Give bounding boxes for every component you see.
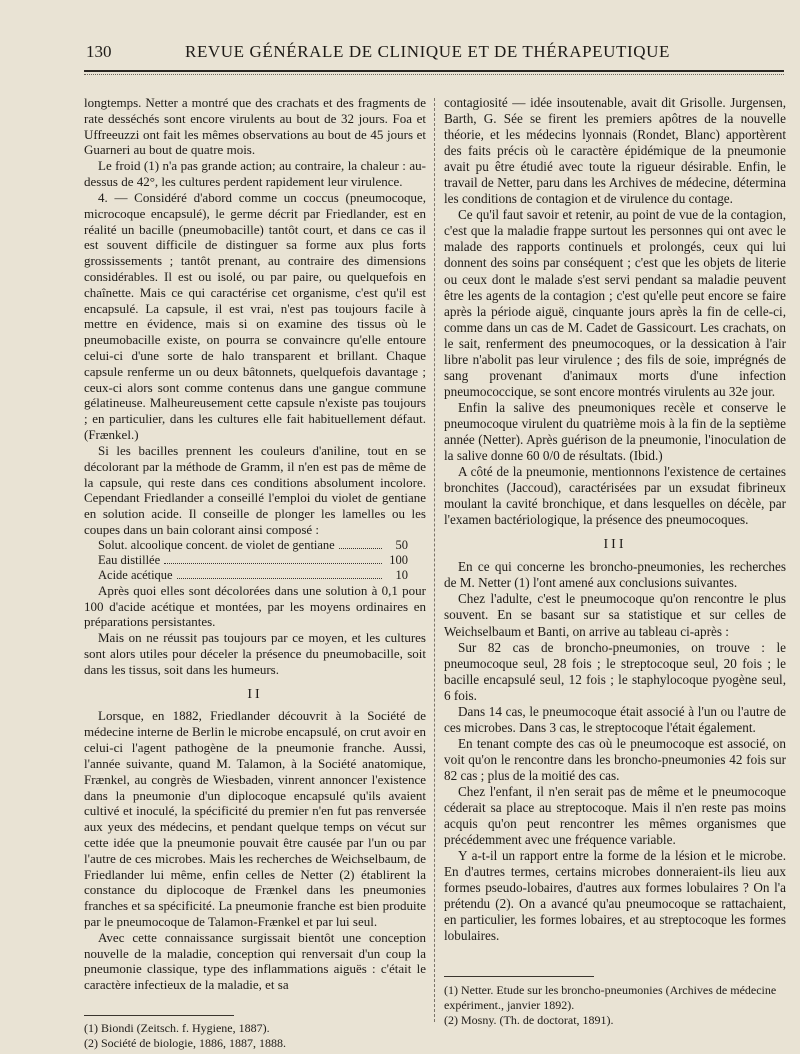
paragraph: Sur 82 cas de broncho-pneumonies, on trouve : le pneumocoque seul, 28 fois ; le streptocoque seul, 20 fois ; le bacille encapsulé seul, 12 fois ; le staphylocoque pyogène seul, 6 fois. <box>444 639 786 703</box>
leader-dots <box>164 553 382 564</box>
staining-formula <box>84 538 426 583</box>
paragraph: En ce qui concerne les broncho-pneumonies, les recherches de M. Netter (1) l'ont amené aux conclusions suivantes. <box>444 559 786 591</box>
footnote: (1) Netter. Etude sur les broncho-pneumonies (Archives de médecine expériment., janvier 1892). <box>444 983 777 1012</box>
footnote: (2) Mosny. (Th. de doctorat, 1891). <box>444 1013 614 1027</box>
footnotes-left <box>84 1021 424 1051</box>
paragraph: Lorsque, en 1882, Friedlander découvrit à la Société de médecine interne de Berlin le microbe encapsulé, on crut avoir en celui-ci l'agent pathogène de la pneumonie franche. Aussi, l'année suivante, quand M. Talamon, à la Société anatomique, Frænkel, au congrès de Wiesbaden, vinrent annoncer l'existence dans la pneumonie d'un diplocoque encapsulé qu'ils avaient cultivé et inoculé, la spécificité du premier n'en fut pas renversée aux yeux des médecins, et pendant quelque temps on vécut sur cette idée que la pneumonie pouvait être causée par l'un ou par l'autre de ces microbes. Mais les recherches de Weichselbaum, de Friedlander lui même, enfin celles de Netter (2) établirent la constance du diplocoque de Frænkel dans les pneumonies franches et sa spécificité. La pneumonie franche est bien produite par le pneumocoque de Talamon-Frænkel et par lui seul. <box>84 708 426 929</box>
paragraph: En tenant compte des cas où le pneumocoque est associé, on voit qu'on le rencontre dans les broncho-pneumonies 42 fois sur 82 cas ; plus de la moitié des cas. <box>444 735 786 783</box>
right-column <box>444 95 786 944</box>
header-rule <box>84 70 784 72</box>
paragraph: Si les bacilles prennent les couleurs d'aniline, tout en se décolorant par la méthode de Gramm, il n'en est pas de même de la capsule, qui reste dans ces conditions absolument incolore. Cependant Friedlander a conseillé l'emploi du violet de gentiane en solution acide. Il conseille de plonger les lamelles ou les coupes dans un bain colorant ainsi composé : <box>84 442 426 537</box>
paragraph: contagiosité — idée insoutenable, avait dit Grisolle. Jurgensen, Barth, G. Sée se firent les premiers apôtres de la nouvelle théorie, et les médecins lyonnais (Rondet, Blanc) apportèrent des faits précis où le caractère épidémique de la pneumonie avait pu être étudié avec toute la rigueur désirable. Enfin, le travail de Netter, paru dans les Archives de médecine, détermina les conditions de contagion et de virulence du contage. <box>444 95 786 207</box>
leader-dots <box>177 568 382 579</box>
paragraph: Chez l'enfant, il n'en serait pas de même et le pneumocoque céderait sa place au streptocoque. Mais il n'en reste pas moins acquis qu'on peut rencontrer les mêmes organismes que précédemment avec une fréquence variable. <box>444 783 786 848</box>
formula-row <box>98 568 426 583</box>
footnote-rule <box>444 976 594 977</box>
paragraph: Le froid (1) n'a pas grande action; au contraire, la chaleur : au-dessus de 42°, les cultures perdent rapidement leur virulence. <box>84 158 426 190</box>
formula-quantity: 100 <box>389 552 408 567</box>
formula-quantity: 50 <box>395 537 408 552</box>
header-rule-dotted <box>84 74 784 75</box>
paragraph: Enfin la salive des pneumoniques recèle et conserve le pneumocoque virulent du quatrième mois à la fin de la septième année (Netter). Après guérison de la pneumonie, l'inoculation de la salive donne 60 0/0 de résultats. (Ibid.) <box>444 399 786 464</box>
page-header <box>0 42 800 66</box>
formula-row <box>98 538 426 553</box>
paragraph: Mais on ne réussit pas toujours par ce moyen, et les cultures sont alors utiles pour déceler la présence du pneumobacille, soit dans les tissus, soit dans les humeurs. <box>84 630 426 677</box>
formula-ingredient: Acide acétique <box>98 567 173 582</box>
paragraph: Y a-t-il un rapport entre la forme de la lésion et le microbe. En d'autres termes, certains microbes donneraient-ils lieu aux formes pseudo-lobaires, d'autres aux formes lobulaires ? On l'a prétendu (2). On a avancé qu'au pneumocoque se rattachaient, en particulier, les formes lobaires, et au streptocoque les formes lobulaires. <box>444 848 786 944</box>
paragraph: Ce qu'il faut savoir et retenir, au point de vue de la contagion, c'est que la maladie frappe surtout les personnes qui ont avec le malade des rapports continuels et prolongés, ceux qui lui donnent des soins par conséquent ; c'est que les objets de literie ou ceux dont le malade s'est servi pendant sa maladie peuvent être les agents de la contagion ; c'est qu'elle peut encore se faire après la période aiguë, cinquante jours après la fin de celle-ci, comme dans un cas de M. Cadet de Gassicourt. Les crachats, on le sait, renferment des pneumocoques, or la dessication à l'air libre n'abolit pas leur virulence ; des fils de soie, imprégnés de sang provenant d'animaux morts d'une infection pneumococcique, se sont encore montrés virulents au 32e jour. <box>444 207 786 399</box>
running-head: REVUE GÉNÉRALE DE CLINIQUE ET DE THÉRAPEUTIQUE <box>185 42 670 61</box>
formula-ingredient: Eau distillée <box>98 552 161 567</box>
paragraph: Avec cette connaissance surgissait bientôt une conception nouvelle de la maladie, conception qui renversait d'un coup la pneumonie classique, type des inflammations aiguës : c'était le caractère infectieux de la maladie, et sa <box>84 929 426 993</box>
formula-quantity: 10 <box>395 567 408 582</box>
paragraph: Dans 14 cas, le pneumocoque était associé à l'un ou l'autre de ces microbes. Dans 3 cas, le streptocoque l'était également. <box>444 703 786 735</box>
page-number: 130 <box>86 42 112 61</box>
footnotes-right <box>444 983 786 1028</box>
paragraph: 4. — Considéré d'abord comme un coccus (pneumocoque, microcoque encapsulé), le germe décrit par Friedlander, est en réalité un bacille (pneumobacille) tantôt court, et dans ce cas il est souvent difficile de distinguer sa forme aux plus forts grossissements ; tantôt prenant, au contraire des dimensions considérables. Il est ou isolé, ou par paire, ou quelquefois en chaînette. Mais ce qui caractérise cet organisme, c'est qu'il est encapsulé. La capsule, il est vrai, n'est pas toujours facile à mettre en évidence, mais si on examine des tissus où le pneumobacille existe, on pourra se convaincre qu'elle entoure celui-ci d'une sorte de halo transparent et brillant. Chaque capsule renferme un ou deux bâtonnets, quelquefois davantage ; ceux-ci alors sont comme contenus dans une gangue commune gélatineuse. Malheureusement cette capsule n'existe pas toujours ; en particulier, dans les cultures elle fait habituellement défaut. (Frænkel.) <box>84 189 426 443</box>
section-heading: II <box>247 686 263 702</box>
leader-dots <box>339 538 382 549</box>
footnote-rule <box>84 1015 234 1016</box>
paragraph: Après quoi elles sont décolorées dans une solution à 0,1 pour 100 d'acide acétique et montées, par les moyens ordinaires en préparations persistantes. <box>84 582 426 630</box>
paragraph: longtemps. Netter a montré que des crachats et des fragments de rate desséchés sont encore virulents au bout de 32 jours. Foa et Uffreeuzzi ont fait les mêmes observations au bout de 45 jours et Guarneri au bout de quatre mois. <box>84 95 426 158</box>
formula-row <box>98 553 426 568</box>
section-heading: III <box>603 537 627 553</box>
footnote: (1) Biondi (Zeitsch. f. Hygiene, 1887). <box>84 1021 270 1035</box>
paragraph: A côté de la pneumonie, mentionnons l'existence de certaines bronchites (Jaccoud), caractérisées par un exsudat fibrineux moulant la cavité bronchique, et dans lesquelles on décèle, par l'examen bactériologique, la présence des pneumocoques. <box>444 464 786 528</box>
formula-ingredient: Solut. alcoolique concent. de violet de gentiane <box>98 537 335 552</box>
left-column <box>84 95 426 993</box>
column-divider <box>434 98 435 1022</box>
footnote: (2) Société de biologie, 1886, 1887, 1888. <box>84 1036 286 1050</box>
paragraph: Chez l'adulte, c'est le pneumocoque qu'on rencontre le plus souvent. En se basant sur sa statistique et sur celles de Weichselbaum et Banti, on arrive au tableau ci-après : <box>444 591 786 639</box>
